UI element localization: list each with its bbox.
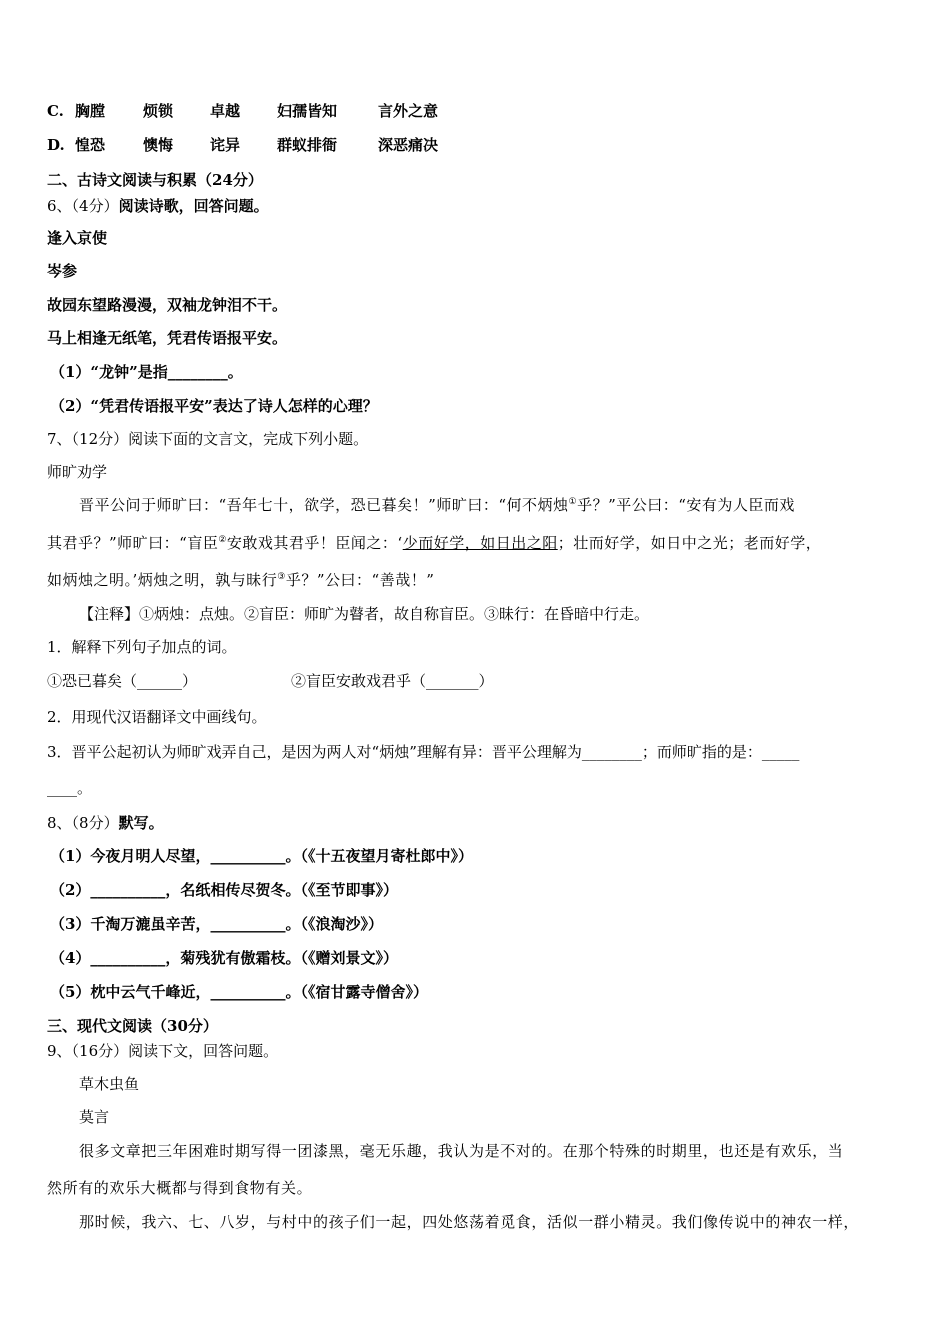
sub-question: （1）“龙钟”是指________。 [50,363,243,381]
question-number: 7、 [47,430,72,448]
dictation-item: （5）枕中云气千峰近，__________。（《宿甘露寺僧舍》） [50,983,428,1001]
question-7-header [47,429,368,449]
underlined-sentence: 少而好学，如日出之阳 [402,534,558,552]
option-d [47,135,438,155]
question-number: 6、 [47,197,72,215]
sub-question: 1．解释下列句子加点的词。 [47,638,237,656]
poem-line: 马上相逢无纸笔，凭君传语报平安。 [47,329,288,347]
option-word: 妇孺皆知 [277,102,338,120]
option-letter: C. [47,102,64,120]
poem-line: 故园东望路漫漫，双袖龙钟泪不干。 [47,296,288,314]
sub-question-cont: ____。 [47,779,93,797]
option-word: 诧异 [210,136,241,154]
question-prompt: 默写。 [118,814,164,832]
dictation-item: （1）今夜月明人尽望，__________。（《十五夜望月寄杜郎中》） [50,847,473,865]
option-word: 懊悔 [143,136,174,154]
option-word: 烦锁 [143,102,174,120]
question-score: （4分） [71,197,119,215]
passage-line: 其君乎？”师旷曰：“盲臣②安敢戏其君乎！臣闻之：‘少而好学，如日出之阳；壮而好学，如日中之光；老而好学， [47,534,822,552]
question-score: （12分） [71,430,129,448]
option-word: 胸膛 [75,102,106,120]
passage-line: 然所有的欢乐大概都与得到食物有关。 [47,1179,313,1197]
note-mark: ② [218,535,227,545]
section-title: 二、古诗文阅读与积累（24分） [47,171,263,189]
note-mark: ③ [277,572,286,582]
passage-title: 草木虫鱼 [79,1075,140,1093]
sub-question: （2）“凭君传语报平安”表达了诗人怎样的心理？ [50,397,378,415]
option-word: 群蚁排衙 [277,136,338,154]
question-6-header [47,196,269,216]
passage-author: 莫言 [79,1108,110,1126]
annotation: 【注释】①炳烛：点烛。②盲臣：师旷为瞽者，故自称盲臣。③昧行：在昏暗中行走。 [79,605,650,623]
section-title: 三、现代文阅读（30分） [47,1017,218,1035]
dictation-item: （2）__________，名纸相传尽贺冬。（《至节即事》） [50,881,398,899]
dictation-item: （4）__________，菊残犹有傲霜枝。（《赠刘景文》） [50,949,398,967]
poem-title: 逢入京使 [47,229,108,247]
question-score: （16分） [71,1042,129,1060]
option-word: 惶恐 [75,136,106,154]
question-prompt: 阅读诗歌，回答问题。 [118,197,269,215]
passage-line: 如炳烛之明。’炳烛之明，孰与昧行③乎？”公曰：“善哉！” [47,571,435,589]
question-score: （8分） [71,814,119,832]
sub-question: 2．用现代汉语翻译文中画线句。 [47,708,267,726]
option-word: 深恶痛决 [378,136,439,154]
sub-question-item: ①恐已暮矣（______） [47,672,198,690]
passage-line: 那时候，我六、七、八岁，与村中的孩子们一起，四处悠荡着觅食，活似一群小精灵。我们像传说中的神农一样， [79,1213,860,1231]
question-9-header [47,1041,278,1061]
sub-question: 3．晋平公起初认为师旷戏弄自己，是因为两人对“炳烛”理解有异：晋平公理解为________；而师旷指的是：_____ [47,743,800,761]
poem-author: 岑参 [47,262,78,280]
question-number: 8、 [47,814,72,832]
option-word: 言外之意 [378,102,439,120]
question-number: 9、 [47,1042,72,1060]
passage-title: 师旷劝学 [47,463,108,481]
dictation-item: （3）千淘万漉虽辛苦，__________。（《浪淘沙》） [50,915,383,933]
passage-line: 很多文章把三年困难时期写得一团漆黑，毫无乐趣，我认为是不对的。在那个特殊的时期里，也还是有欢乐，当 [79,1142,844,1160]
option-c [47,101,438,121]
sub-question-item: ②盲臣安敢戏君乎（_______） [291,672,494,690]
question-8-header [47,813,164,833]
question-prompt: 阅读下文，回答问题。 [128,1042,279,1060]
question-prompt: 阅读下面的文言文，完成下列小题。 [128,430,369,448]
option-word: 卓越 [210,102,241,120]
passage-line: 晋平公问于师旷曰：“吾年七十，欲学，恐已暮矣！”师旷曰：“何不炳烛①乎？”平公曰：“安有为人臣而戏 [79,496,795,514]
option-letter: D. [47,136,65,154]
note-mark: ① [568,497,578,507]
